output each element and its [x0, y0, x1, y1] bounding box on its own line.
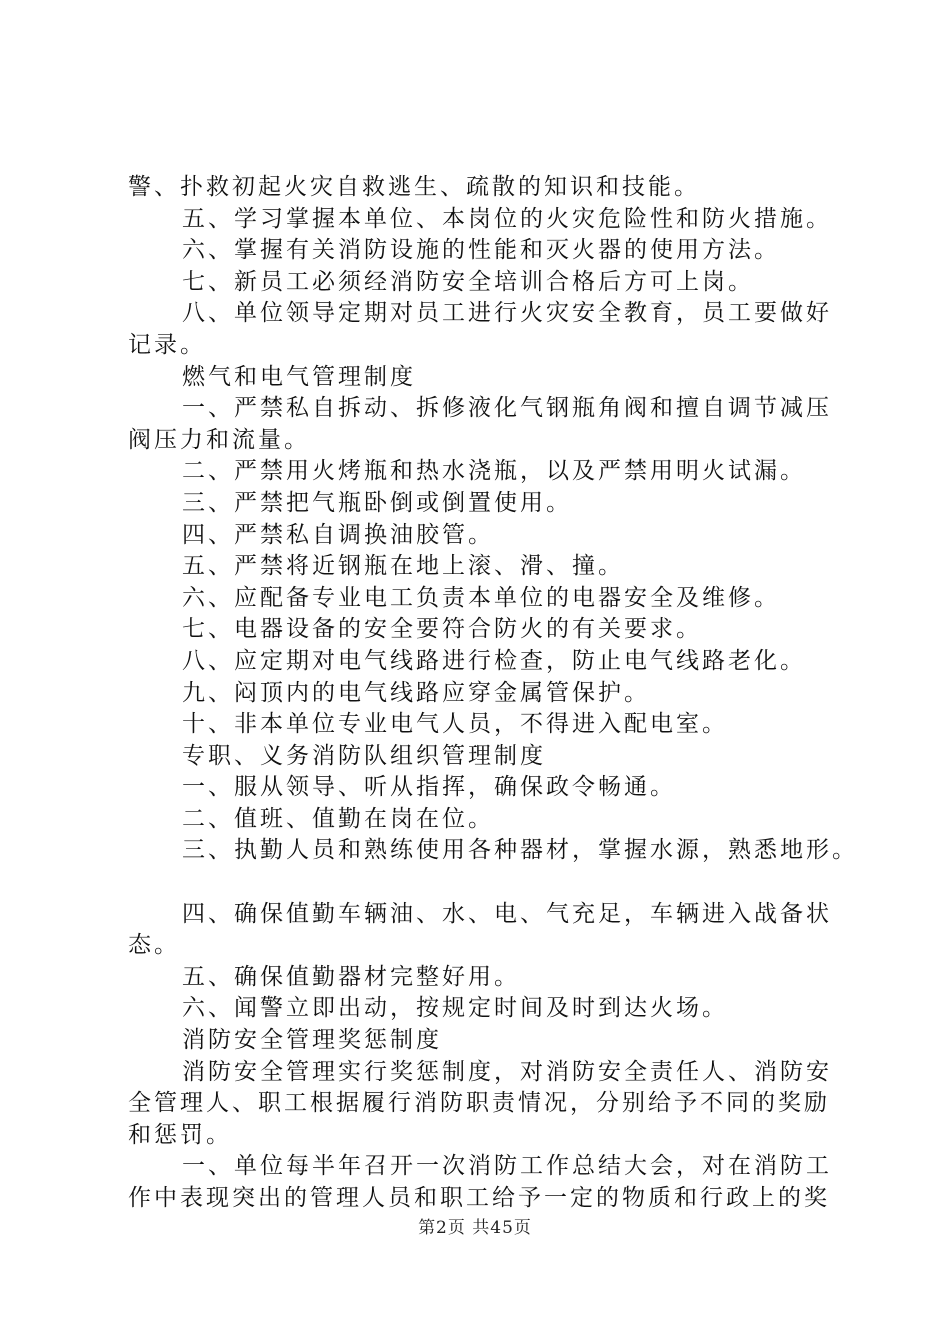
text-line: 三、执勤人员和熟练使用各种器材，掌握水源，熟悉地形。	[182, 837, 858, 864]
text-line: 警、扑救初起火灾自救逃生、疏散的知识和技能。	[128, 174, 700, 200]
text-line: 作中表现突出的管理人员和职工给予一定的物质和行政上的奖	[128, 1185, 830, 1211]
text-line: 一、服从领导、听从指挥，确保政令畅通。	[182, 774, 676, 801]
text-line: 全管理人、职工根据履行消防职责情况，分别给予不同的奖励	[128, 1090, 830, 1117]
text-line: 二、值班、值勤在岗在位。	[182, 805, 494, 832]
text-line: 记录。	[128, 331, 206, 358]
document-body	[128, 172, 858, 1215]
text-line: 七、新员工必须经消防安全培训合格后方可上岗。	[182, 268, 754, 295]
text-line: 六、闻警立即出动，按规定时间及时到达火场。	[182, 995, 728, 1022]
text-line: 消防安全管理实行奖惩制度，对消防安全责任人、消防安	[182, 1058, 832, 1085]
text-line: 五、学习掌握本单位、本岗位的火灾危险性和防火措施。	[182, 205, 832, 232]
text-line: 三、严禁把气瓶卧倒或倒置使用。	[182, 489, 572, 516]
text-line: 一、单位每半年召开一次消防工作总结大会，对在消防工	[182, 1153, 832, 1180]
text-line: 四、严禁私自调换油胶管。	[182, 521, 494, 548]
text-line: 七、电器设备的安全要符合防火的有关要求。	[182, 616, 702, 643]
text-line: 十、非本单位专业电气人员，不得进入配电室。	[182, 711, 728, 738]
text-line: 六、应配备专业电工负责本单位的电器安全及维修。	[182, 584, 780, 611]
text-line: 态。	[128, 932, 180, 959]
text-line: 九、闷顶内的电气线路应穿金属管保护。	[182, 679, 650, 706]
text-line: 六、掌握有关消防设施的性能和灭火器的使用方法。	[182, 237, 780, 264]
blank-line	[128, 867, 848, 899]
text-line: 阀压力和流量。	[128, 426, 310, 453]
section-heading: 消防安全管理奖惩制度	[182, 1027, 442, 1054]
text-line: 五、确保值勤器材完整好用。	[182, 963, 520, 990]
text-line: 一、严禁私自拆动、拆修液化气钢瓶角阀和擅自调节减压	[182, 395, 832, 422]
text-line: 二、严禁用火烤瓶和热水浇瓶，以及严禁用明火试漏。	[182, 458, 806, 485]
text-line: 和惩罚。	[128, 1121, 232, 1148]
page-number-footer: 第2页 共45页	[418, 1218, 532, 1238]
text-line: 八、单位领导定期对员工进行火灾安全教育，员工要做好	[182, 300, 832, 327]
text-line: 五、严禁将近钢瓶在地上滚、滑、撞。	[182, 553, 624, 580]
section-heading: 燃气和电气管理制度	[182, 363, 416, 390]
section-heading: 专职、义务消防队组织管理制度	[182, 742, 546, 769]
text-line: 四、确保值勤车辆油、水、电、气充足，车辆进入战备状	[182, 900, 832, 927]
text-line: 八、应定期对电气线路进行检查，防止电气线路老化。	[182, 647, 806, 674]
